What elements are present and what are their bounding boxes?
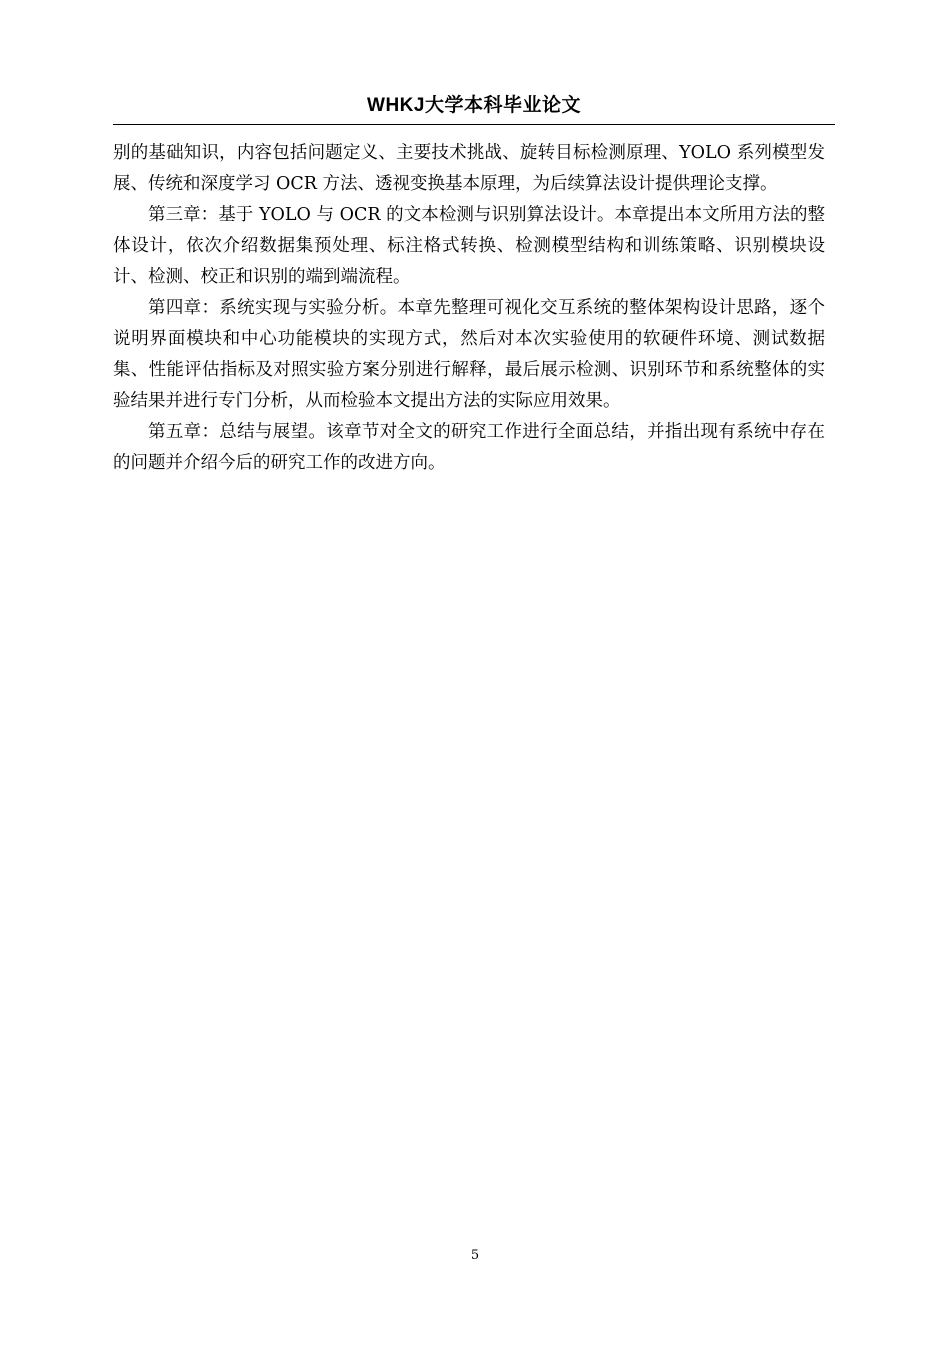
paragraph-chapter-5: 第五章：总结与展望。该章节对全文的研究工作进行全面总结，并指出现有系统中存在的问题并介绍今后的研究工作的改进方向。 bbox=[113, 422, 825, 473]
header-divider bbox=[113, 124, 835, 125]
page-number: 5 bbox=[470, 1248, 480, 1263]
paragraph-chapter-4: 第四章：系统实现与实验分析。本章先整理可视化交互系统的整体架构设计思路，逐个说明界面模块和中心功能模块的实现方式，然后对本次实验使用的软硬件环境、测试数据集、性能评估指标及对照实验方案分别进行解释，最后展示检测、识别环节和系统整体的实验结果并进行专门分析，从而检验本文提出方法的实际应用效果。 bbox=[113, 298, 825, 411]
paragraph-chapter-3: 第三章：基于 YOLO 与 OCR 的文本检测与识别算法设计。本章提出本文所用方法的整体设计，依次介绍数据集预处理、标注格式转换、检测模型结构和训练策略、识别模块设计、检测、校正和识别的端到端流程。 bbox=[113, 205, 825, 287]
page-header-title: WHKJ大学本科毕业论文 bbox=[367, 95, 581, 116]
body-text bbox=[113, 138, 825, 479]
paragraph-continued: 别的基础知识，内容包括问题定义、主要技术挑战、旋转目标检测原理、YOLO 系列模型发展、传统和深度学习 OCR 方法、透视变换基本原理，为后续算法设计提供理论支撑。 bbox=[113, 143, 825, 194]
